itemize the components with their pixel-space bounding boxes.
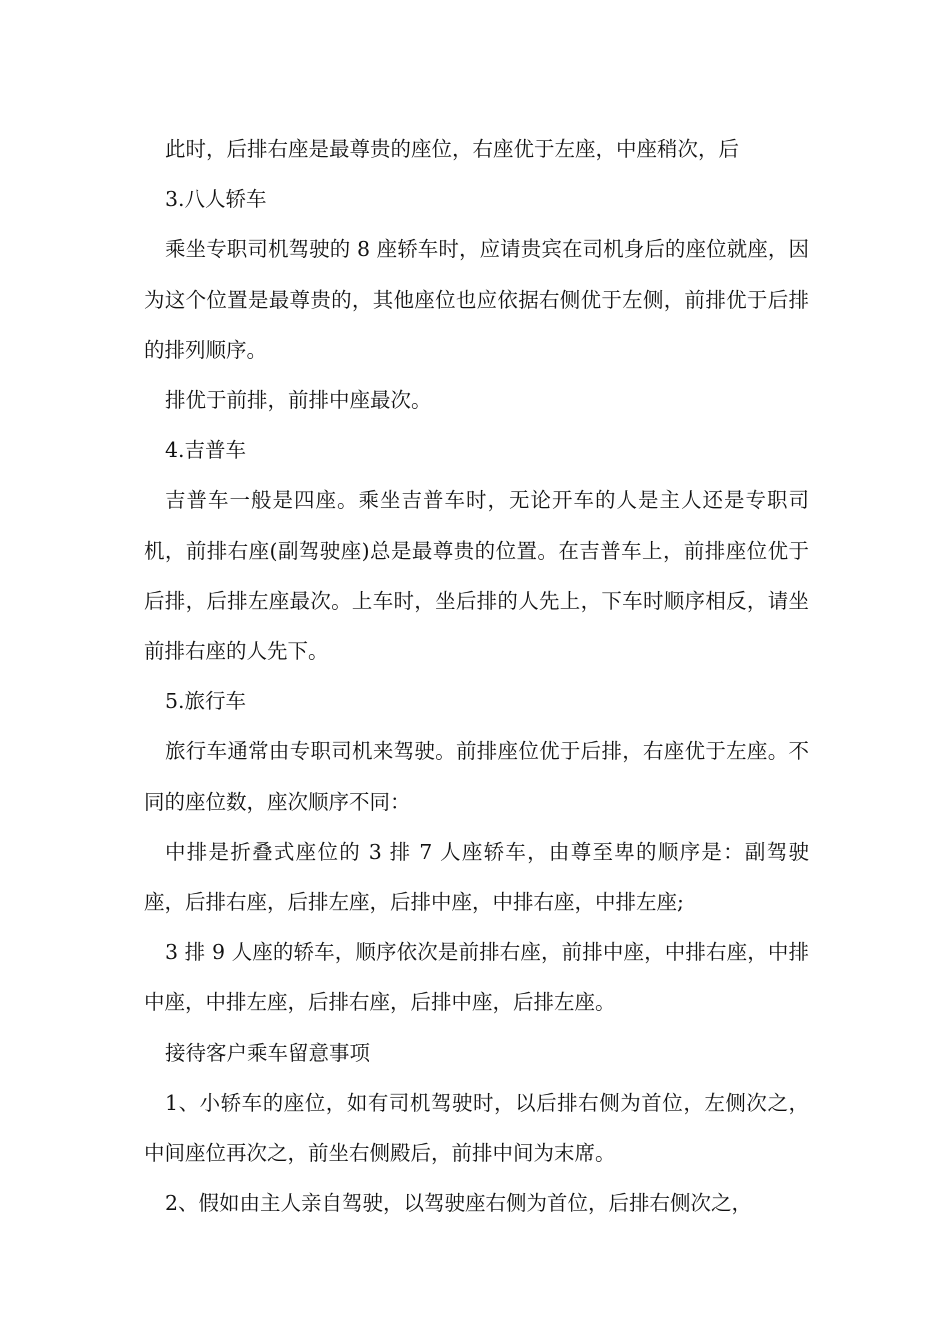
- paragraph-travel-car: 旅行车通常由专职司机来驾驶。前排座位优于后排，右座优于左座。不同的座位数，座次顺序不同：: [144, 739, 809, 814]
- paragraph-rear-right-seat: 此时，后排右座是最尊贵的座位，右座优于左座，中座稍次，后: [165, 137, 739, 161]
- heading-reception-notes: 接待客户乘车留意事项: [165, 1040, 370, 1065]
- paragraph-rear-priority: 排优于前排，前排中座最次。: [165, 388, 432, 413]
- paragraph-jeep: 吉普车一般是四座。乘坐吉普车时，无论开车的人是主人还是专职司机，前排右座(副驾驶座)总是最尊贵的位置。在吉普车上，前排座位优于后排，后排左座最次。上车时，坐后排的人先上，下车时顺序相反，请坐前排右座的人先下。: [144, 488, 809, 664]
- paragraph-nine-seat: 3 排 9 人座的轿车，顺序依次是前排右座，前排中座，中排右座，中排中座，中排左座，后排右座，后排中座，后排左座。: [144, 940, 809, 1015]
- heading-jeep: 4.吉普车: [165, 438, 247, 463]
- paragraph-note-2: 2、假如由主人亲自驾驶，以驾驶座右侧为首位，后排右侧次之，: [165, 1191, 753, 1216]
- paragraph-note-1: 1、小轿车的座位，如有司机驾驶时，以后排右侧为首位，左侧次之，中间座位再次之，前坐右侧殿后，前排中间为末席。: [144, 1090, 809, 1166]
- document-body: [144, 124, 809, 1228]
- heading-eight-seat-sedan: 3.八人轿车: [165, 187, 267, 212]
- heading-travel-car: 5.旅行车: [165, 689, 247, 714]
- paragraph-eight-seat-sedan: 乘坐专职司机驾驶的 8 座轿车时，应请贵宾在司机身后的座位就座，因为这个位置是最尊贵的，其他座位也应依据右侧优于左侧，前排优于后排的排列顺序。: [144, 237, 809, 362]
- paragraph-seven-seat: 中排是折叠式座位的 3 排 7 人座轿车，由尊至卑的顺序是：副驾驶座，后排右座，后排左座，后排中座，中排右座，中排左座;: [144, 839, 809, 915]
